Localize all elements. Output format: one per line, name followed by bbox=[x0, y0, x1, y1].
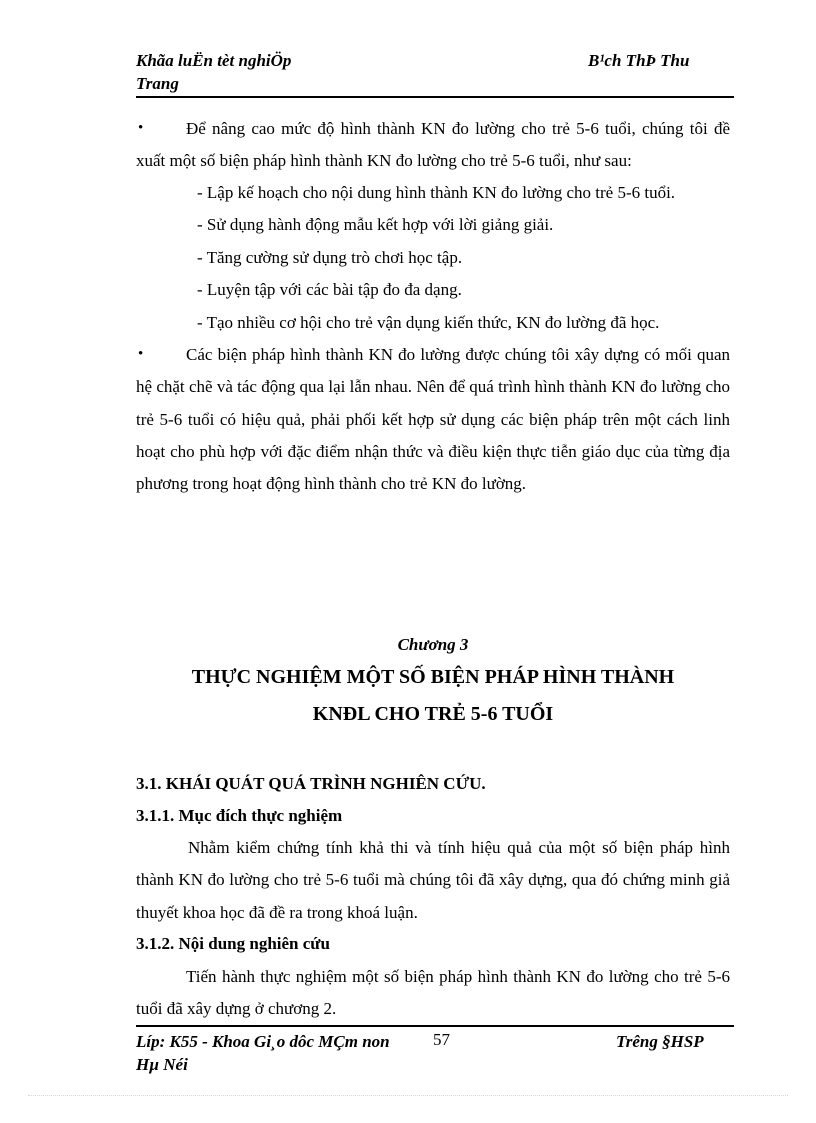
footer-city: Hµ Néi bbox=[136, 1055, 188, 1074]
header-page-label: Trang bbox=[136, 74, 179, 93]
intro-paragraph: Để nâng cao mức độ hình thành KN đo lường cho trẻ 5-6 tuổi, chúng tôi đề xuất một số biện pháp hình thành KN đo lường cho trẻ 5-6 tuổi, như sau: bbox=[136, 119, 730, 171]
purpose-paragraph: Nhằm kiểm chứng tính khả thi và tính hiệu quả của một số biện pháp hình thành KN đo lường cho trẻ 5-6 tuổi mà chúng tôi đã xây dựng, qua đó chứng minh giả thuyết khoa học đã đề ra trong khoá luận. bbox=[136, 838, 730, 922]
header-author: B¹ch ThÞ Thu bbox=[588, 51, 690, 70]
page-bottom-divider bbox=[28, 1095, 788, 1096]
measures-paragraph: Các biện pháp hình thành KN đo lường được chúng tôi xây dựng có mối quan hệ chặt chẽ và tác động qua lại lẫn nhau. Nên để quá trình hình thành KN đo lường cho trẻ 5-6 tuổi có hiệu quả, phải phối kết hợp sử dụng các biện pháp trên một cách linh hoạt cho phù hợp với đặc điểm nhận thức và điều kiện thực tiễn giáo dục của từng địa phương trong hoạt động hình thành cho trẻ KN đo lường. bbox=[136, 345, 730, 494]
section-heading: 3.1. KHÁI QUÁT QUÁ TRÌNH NGHIÊN CỨU. bbox=[136, 774, 486, 793]
header-rule bbox=[136, 96, 734, 98]
content-paragraph: Tiến hành thực nghiệm một số biện pháp hình thành KN đo lường cho trẻ 5-6 tuổi đã xây dựng ở chương 2. bbox=[136, 967, 730, 1019]
footer-rule bbox=[136, 1025, 734, 1027]
page-number: 57 bbox=[433, 1030, 450, 1049]
footer-class: Líp: K55 - Khoa Gi¸o dôc MÇm non bbox=[136, 1032, 390, 1051]
bullet-1: • bbox=[138, 120, 144, 136]
chapter-label: Chương 3 bbox=[397, 635, 469, 654]
header-title: Khãa luËn tèt nghiÖp bbox=[136, 51, 292, 70]
bullet-2: • bbox=[138, 346, 144, 362]
subsection-heading-1: 3.1.1. Mục đích thực nghiệm bbox=[136, 806, 343, 825]
list-item: - Luyện tập với các bài tập đo đa dạng. bbox=[197, 280, 462, 299]
subsection-heading-2: 3.1.2. Nội dung nghiên cứu bbox=[136, 934, 330, 953]
chapter-title-line1: THỰC NGHIỆM MỘT SỐ BIỆN PHÁP HÌNH THÀNH bbox=[191, 666, 675, 688]
footer-school: Trêng §HSP bbox=[616, 1032, 704, 1051]
chapter-title-line2: KNĐL CHO TRẺ 5-6 TUỔI bbox=[312, 703, 554, 725]
list-item: - Tăng cường sử dụng trò chơi học tập. bbox=[197, 248, 463, 267]
list-item: - Tạo nhiều cơ hội cho trẻ vận dụng kiến thức, KN đo lường đã học. bbox=[197, 313, 660, 332]
list-item: - Sử dụng hành động mẫu kết hợp với lời giảng giải. bbox=[197, 215, 554, 234]
list-item: - Lập kế hoạch cho nội dung hình thành KN đo lường cho trẻ 5-6 tuổi. bbox=[197, 183, 676, 202]
